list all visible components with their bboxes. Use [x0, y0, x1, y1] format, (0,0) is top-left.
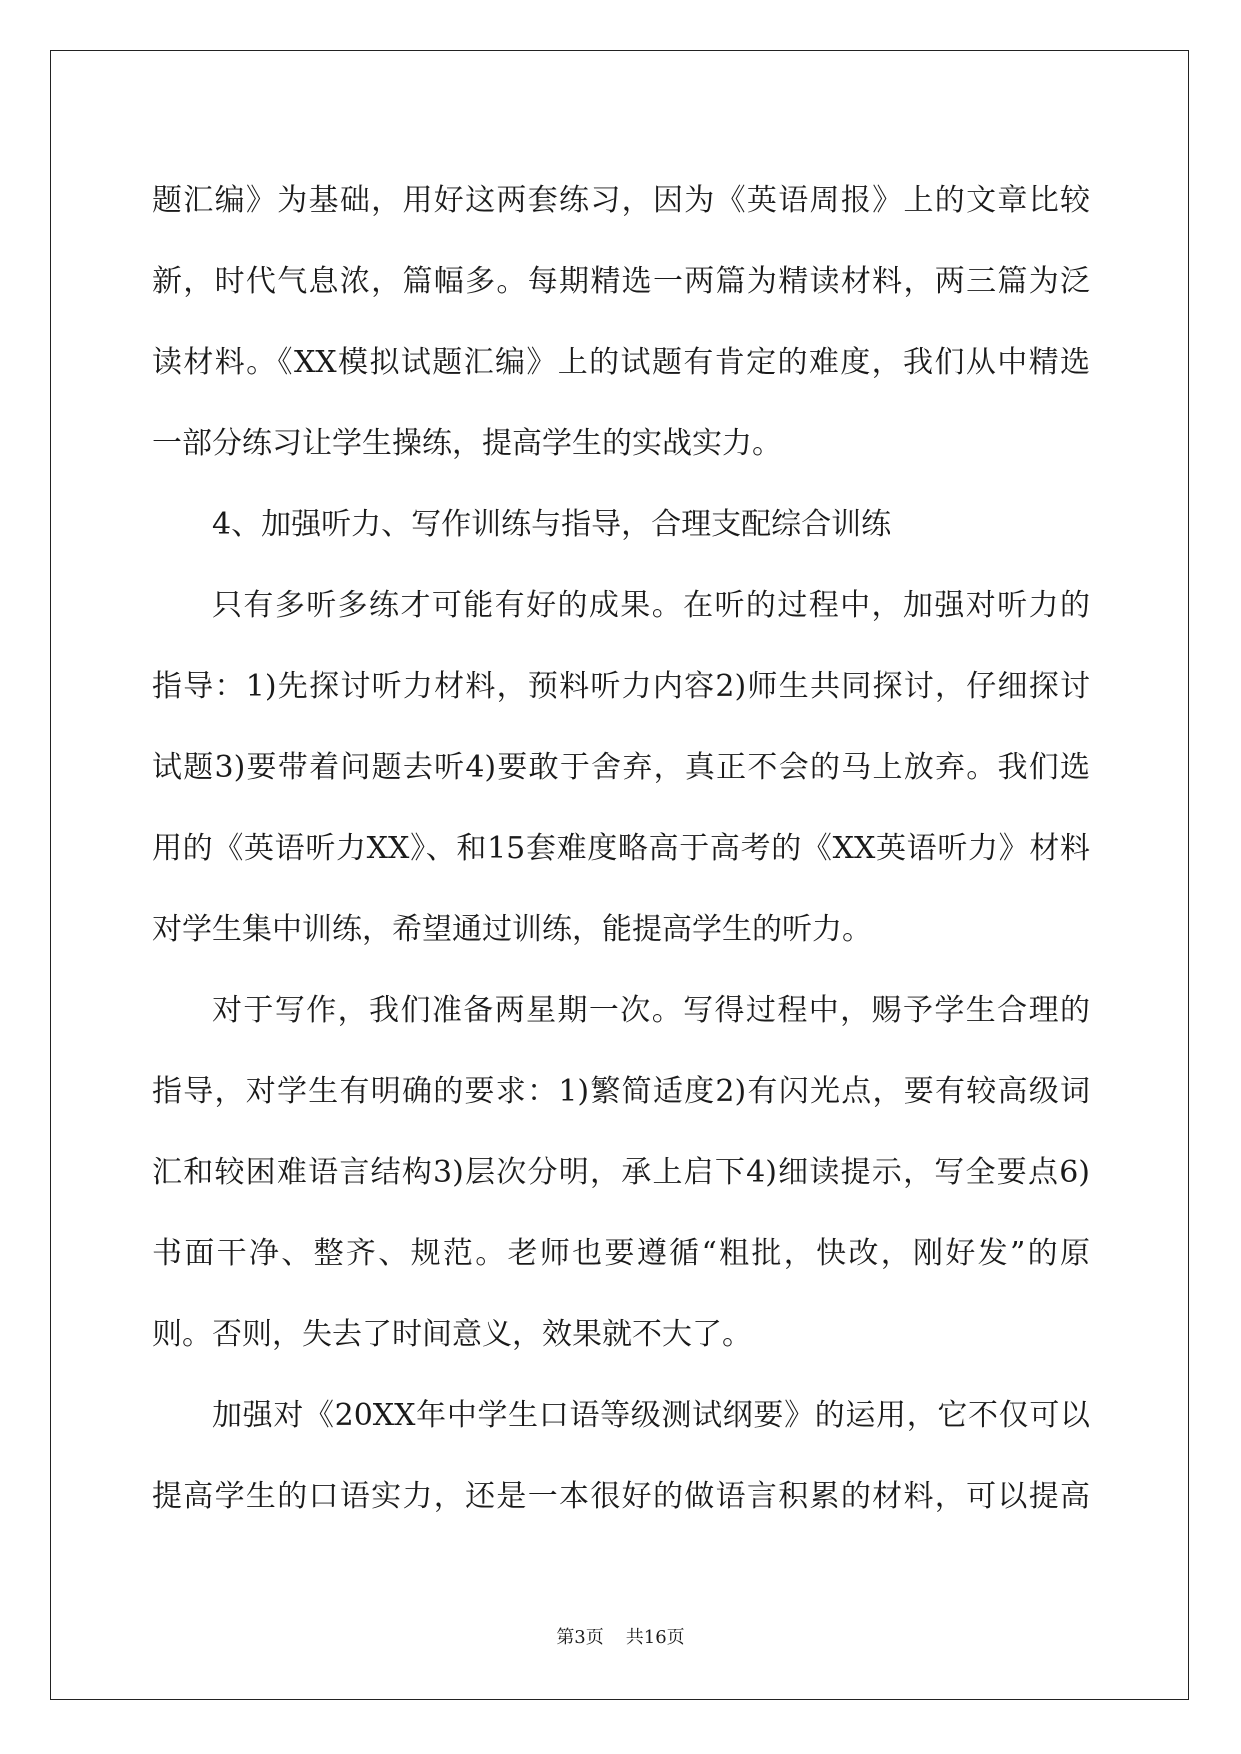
text-line: 用的《英语听力XX》、和15套难度略高于高考的《XX英语听力》材料	[152, 831, 1090, 866]
text-line: 试题3)要带着问题去听4)要敢于舍弃，真正不会的马上放弃。我们选	[152, 750, 1090, 785]
page-number: 第3页	[556, 1627, 604, 1648]
text-line: 汇和较困难语言结构3)层次分明，承上启下4)细读提示，写全要点6)	[152, 1155, 1090, 1190]
section-heading: 4、加强听力、写作训练与指导，合理支配综合训练	[212, 507, 892, 542]
text-line: 指导，对学生有明确的要求：1)繁简适度2)有闪光点，要有较高级词	[152, 1074, 1090, 1109]
page-total: 共16页	[625, 1627, 685, 1648]
page-footer	[0, 1626, 1241, 1650]
text-line: 加强对《20XX年中学生口语等级测试纲要》的运用，它不仅可以	[212, 1398, 1090, 1433]
text-line: 只有多听多练才可能有好的成果。在听的过程中，加强对听力的	[212, 588, 1090, 623]
text-line: 一部分练习让学生操练，提高学生的实战实力。	[152, 426, 782, 461]
text-line: 题汇编》为基础，用好这两套练习，因为《英语周报》上的文章比较	[152, 183, 1090, 218]
text-line: 读材料。《XX模拟试题汇编》上的试题有肯定的难度，我们从中精选	[152, 345, 1090, 380]
text-line: 书面干净、整齐、规范。老师也要遵循“粗批，快改，刚好发”的原	[152, 1236, 1090, 1271]
text-line: 对于写作，我们准备两星期一次。写得过程中，赐予学生合理的	[212, 993, 1090, 1028]
text-line: 则。否则，失去了时间意义，效果就不大了。	[152, 1317, 752, 1352]
text-line: 提高学生的口语实力，还是一本很好的做语言积累的材料，可以提高	[152, 1479, 1090, 1514]
document-body	[152, 160, 1090, 1537]
text-line: 新，时代气息浓，篇幅多。每期精选一两篇为精读材料，两三篇为泛	[152, 264, 1090, 299]
text-line: 指导：1)先探讨听力材料，预料听力内容2)师生共同探讨，仔细探讨	[152, 669, 1090, 704]
text-line: 对学生集中训练，希望通过训练，能提高学生的听力。	[152, 912, 872, 947]
